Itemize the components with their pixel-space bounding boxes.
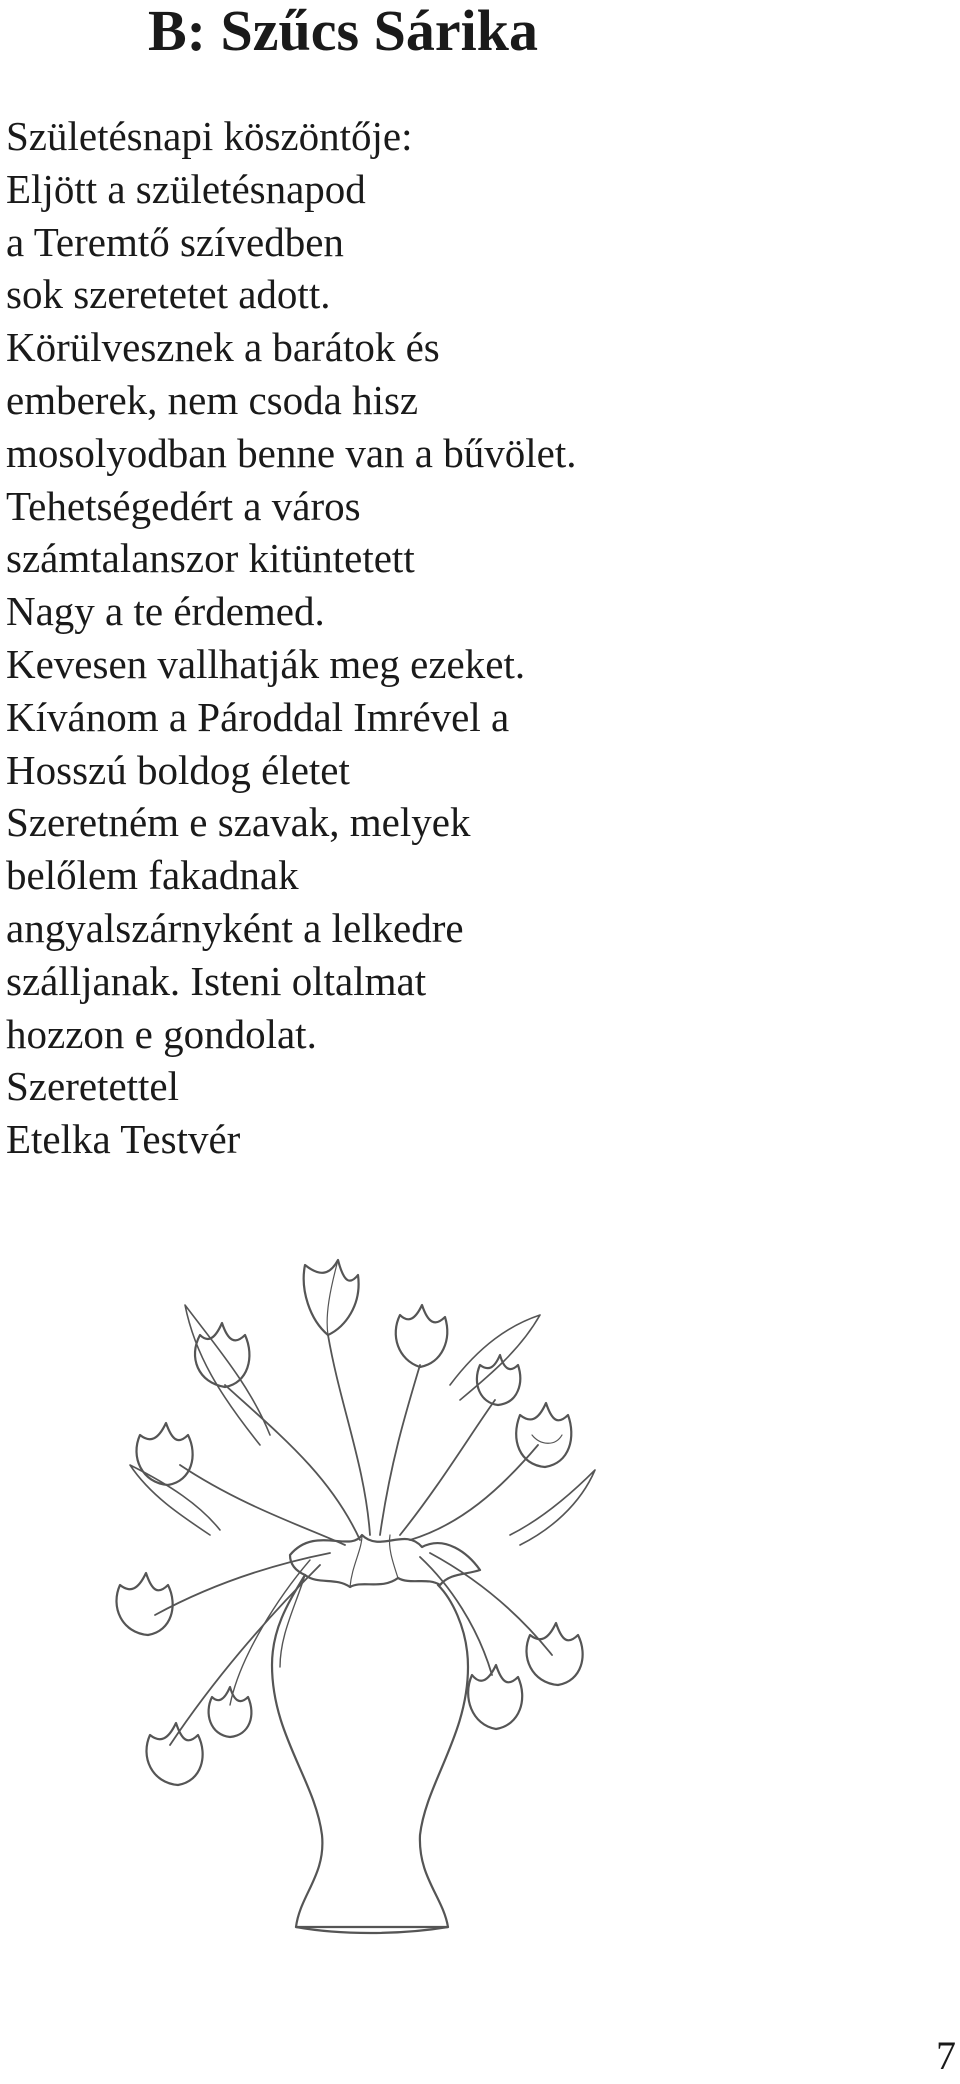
tulip-flower [396,1305,447,1367]
flower-vase-illustration [100,1235,660,1955]
poem-line: Szeretném e szavak, melyek [6,799,471,846]
tulip-flower [468,1665,522,1729]
poem-line: Körülvesznek a barátok és [6,324,440,371]
tulip-flower [526,1623,582,1685]
poem-line: Tehetségedért a város [6,482,361,529]
page-number: 7 [936,2033,956,2078]
poem-line: Kívánom a Pároddal Imrével a [6,693,510,740]
vase [272,1535,480,1933]
poem-line: mosolyodban benne van a bűvölet. [6,429,577,476]
poem-line: Hosszú boldog életet [6,746,350,793]
poem-signature: Etelka Testvér [6,1116,241,1163]
poem [6,110,576,1166]
tulip-flower [136,1423,192,1485]
tulip-flower [304,1260,359,1335]
tulip-flower [146,1723,202,1785]
poem-line: Eljött a születésnapod [6,165,366,212]
tulip-flower [209,1687,252,1737]
poem-line: belőlem fakadnak [6,852,299,899]
poem-line: a Teremtő szívedben [6,218,344,265]
poem-line: emberek, nem csoda hisz [6,376,419,423]
poem-line: Születésnapi köszöntője: [6,113,413,159]
poem-line: Nagy a te érdemed. [6,588,325,635]
poem-line: számtalanszor kitüntetett [6,535,415,582]
tulip-flower [116,1573,172,1635]
poem-line: hozzon e gondolat. [6,1010,317,1057]
poem-line: angyalszárnyként a lelkedre [6,904,464,951]
poem-line: sok szeretetet adott. [6,271,331,318]
poem-line: Kevesen vallhatják meg ezeket. [6,640,526,687]
poem-line: szálljanak. Isteni oltalmat [6,957,427,1004]
poem-signoff: Szeretettel [6,1063,180,1110]
leaves [130,1305,595,1545]
page-title: B: Szűcs Sárika [148,0,538,63]
tulip-flower [516,1403,571,1467]
